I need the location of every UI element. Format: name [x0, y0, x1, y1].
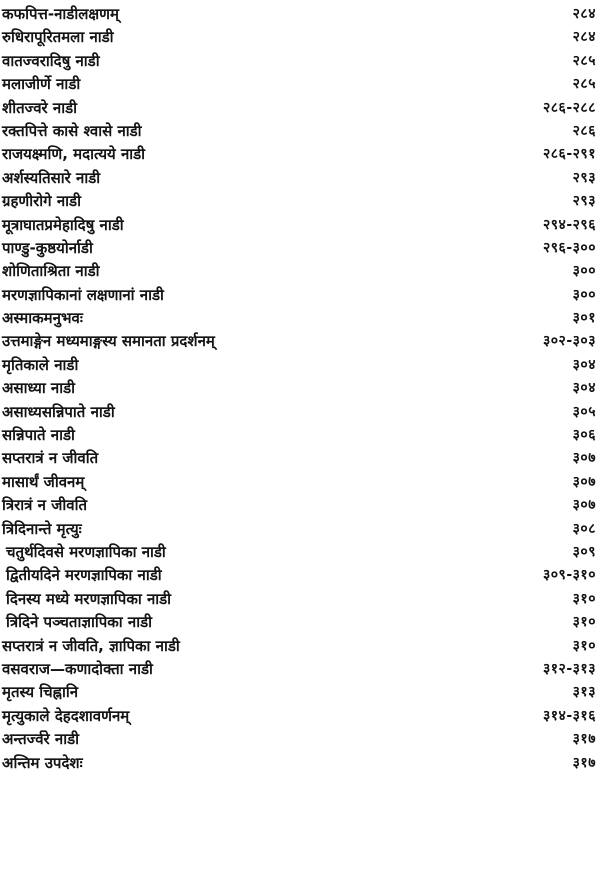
- toc-entry-title: अन्तिम उपदेशः: [2, 753, 83, 772]
- toc-entry-page-number: ३०१: [572, 310, 596, 327]
- toc-entry-title: मूत्राघातप्रमेहादिषु नाडी: [2, 215, 124, 234]
- toc-entry-title: अर्शस्यतिसारे नाडी: [2, 168, 101, 187]
- toc-entry-title: त्रिदिनान्ते मृत्युः: [2, 519, 82, 538]
- toc-entry: [0, 214, 600, 237]
- toc-entry-page-number: ३१७: [572, 731, 596, 748]
- toc-entry: [0, 401, 600, 424]
- toc-entry: [0, 330, 600, 353]
- toc-entry-page-number: २८४: [572, 6, 596, 22]
- toc-entry: [0, 752, 600, 775]
- toc-entry-title: मृतस्य चिह्नानि: [2, 683, 79, 702]
- toc-entry-title: मरणज्ञापिकानां लक्षणानां नाडी: [2, 285, 164, 304]
- toc-entry-title: रुधिरापूरितमला नाडी: [2, 28, 114, 47]
- toc-entry-page-number: ३००: [572, 263, 596, 280]
- toc-entry-title: शीतज्वरे नाडी: [2, 98, 78, 117]
- toc-entry: [0, 494, 600, 517]
- toc-entry-page-number: २८५: [572, 76, 596, 93]
- toc-entry-title: द्वितीयदिने मरणज्ञापिका नाडी: [6, 566, 162, 585]
- toc-entry-page-number: ३००: [572, 286, 596, 303]
- toc-entry: [0, 284, 600, 307]
- toc-entry: [0, 237, 600, 260]
- toc-entry-title: मृतिकाले नाडी: [2, 355, 79, 374]
- toc-entry-title: उत्तमाङ्गेन मध्यमाङ्गस्य समानता प्रदर्शनम्: [2, 332, 215, 351]
- toc-entry: [0, 3, 600, 26]
- toc-entry-page-number: ३१४-३१६: [543, 707, 596, 724]
- toc-entry-title: सन्निपाते नाडी: [2, 426, 75, 445]
- toc-entry: [0, 190, 600, 213]
- toc-entry: [0, 518, 600, 541]
- toc-entry-title: त्रिदिने पञ्चताज्ञापिका नाडी: [6, 613, 153, 632]
- toc-entry: [0, 611, 600, 634]
- toc-entry-page-number: २८४: [572, 29, 596, 46]
- toc-entry-page-number: २८६-२९१: [543, 146, 596, 163]
- toc-entry-page-number: ३०४: [572, 380, 596, 397]
- toc-entry-title: कफपित्त-नाडीलक्षणम्: [2, 5, 119, 23]
- toc-entry-page-number: ३०९-३१०: [543, 567, 596, 584]
- toc-entry-title: मलाजीर्णे नाडी: [2, 75, 81, 94]
- toc-entry-title: अस्माकमनुभवः: [2, 309, 83, 328]
- toc-entry-title: रक्तपित्ते कासे श्वासे नाडी: [2, 121, 142, 140]
- toc-entry-title: सप्तरात्रं न जीवति, ज्ञापिका नाडी: [2, 636, 180, 655]
- toc-entry-page-number: ३१२-३१३: [543, 660, 596, 677]
- toc-entry: [0, 26, 600, 49]
- toc-entry-title: ग्रहणीरोगे नाडी: [2, 192, 81, 211]
- toc-entry-title: राजयक्ष्मणि, मदात्यये नाडी: [2, 145, 146, 164]
- toc-entry-page-number: ३०२-३०३: [543, 333, 596, 350]
- toc-entry-title: पाण्डु-कुष्ठयोर्नाडी: [2, 238, 93, 257]
- toc-entry-title: त्रिरात्रं न जीवति: [2, 496, 88, 515]
- toc-entry-page-number: ३०८: [572, 520, 596, 537]
- toc-entry-page-number: ३१०: [572, 637, 596, 654]
- toc-entry: [0, 354, 600, 377]
- toc-entry: [0, 447, 600, 470]
- toc-entry-page-number: २८६: [572, 122, 596, 139]
- toc-entry: [0, 541, 600, 564]
- toc-entry-title: चतुर्थदिवसे मरणज्ञापिका नाडी: [6, 542, 166, 561]
- toc-entry-page-number: २९६-३००: [543, 239, 596, 256]
- toc-entry: [0, 471, 600, 494]
- toc-entry-title: सप्तरात्रं न जीवति: [2, 449, 99, 468]
- toc-entry-page-number: ३१०: [572, 590, 596, 607]
- toc-entry-page-number: ३०७: [572, 497, 596, 514]
- toc-entry: [0, 167, 600, 190]
- toc-entry-page-number: ३१०: [572, 614, 596, 631]
- toc-entry-title: असाध्या नाडी: [2, 379, 76, 398]
- toc-entry: [0, 681, 600, 704]
- table-of-contents: [0, 3, 600, 775]
- toc-entry-title: मृत्युकाले देहदशावर्णनम्: [2, 706, 130, 725]
- toc-entry-title: मासार्थं जीवनम्: [2, 472, 85, 491]
- toc-entry: [0, 50, 600, 73]
- toc-entry-title: दिनस्य मध्ये मरणज्ञापिका नाडी: [6, 589, 172, 608]
- toc-entry-title: वातज्वरादिषु नाडी: [2, 51, 100, 70]
- toc-entry: [0, 564, 600, 587]
- toc-entry-page-number: २९४-२९६: [543, 216, 596, 233]
- toc-entry-page-number: २८५: [572, 52, 596, 69]
- toc-entry: [0, 658, 600, 681]
- toc-entry-page-number: ३१७: [572, 754, 596, 771]
- toc-entry: [0, 728, 600, 751]
- toc-entry-page-number: २९३: [572, 169, 596, 186]
- toc-entry: [0, 588, 600, 611]
- toc-entry-page-number: ३०७: [572, 473, 596, 490]
- toc-entry-title: असाध्यसन्निपाते नाडी: [2, 402, 115, 421]
- toc-entry-page-number: ३०४: [572, 356, 596, 373]
- toc-entry: [0, 635, 600, 658]
- toc-entry-page-number: २८६-२८८: [543, 99, 596, 116]
- toc-entry-page-number: २९३: [572, 193, 596, 210]
- toc-entry: [0, 260, 600, 283]
- toc-entry-page-number: ३०९: [572, 543, 596, 560]
- toc-entry-page-number: ३०७: [572, 450, 596, 467]
- toc-entry-title: वसवराज—कणादोक्ता नाडी: [2, 659, 153, 678]
- toc-entry-page-number: ३०५: [572, 403, 596, 420]
- toc-entry: [0, 143, 600, 166]
- toc-entry-page-number: ३१३: [572, 684, 596, 701]
- toc-entry: [0, 705, 600, 728]
- toc-entry: [0, 424, 600, 447]
- toc-entry: [0, 97, 600, 120]
- toc-entry-title: अन्तर्ज्वरे नाडी: [2, 730, 80, 749]
- toc-entry-page-number: ३०६: [572, 427, 596, 444]
- toc-entry: [0, 120, 600, 143]
- toc-entry: [0, 73, 600, 96]
- toc-entry: [0, 377, 600, 400]
- toc-entry: [0, 307, 600, 330]
- toc-entry-title: शोणिताश्रिता नाडी: [2, 262, 100, 281]
